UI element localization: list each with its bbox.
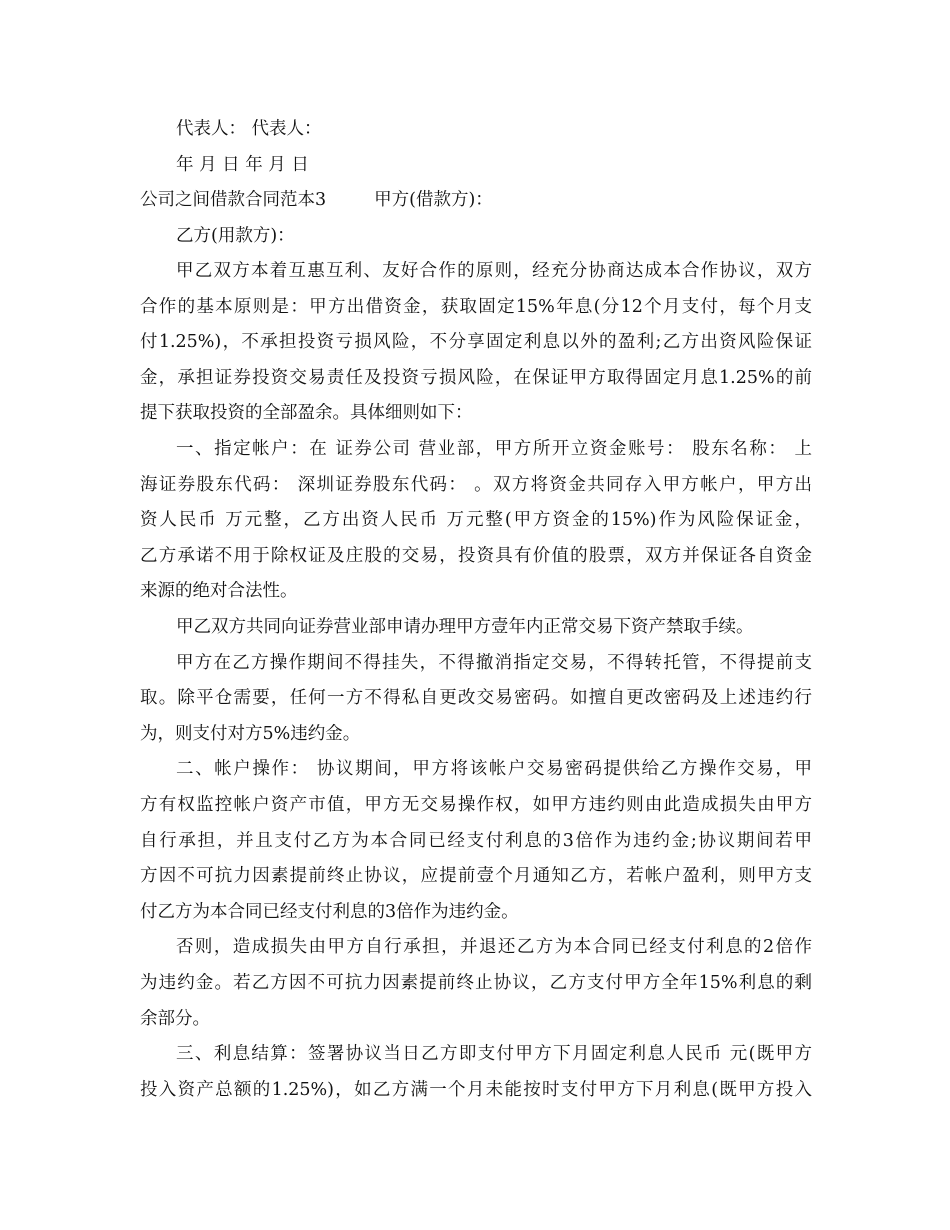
paragraph-line: 投入资产总额的1.25%)，如乙方满一个月未能按时支付甲方下月利息(既甲方投入: [140, 1080, 812, 1100]
paragraph-line: 提下获取投资的全部盈余。具体细则如下：: [140, 403, 473, 423]
paragraph-line: 余部分。: [140, 1009, 210, 1029]
signature-dates: 年 月 日 年 月 日: [176, 155, 309, 175]
paragraph-line: 甲方在乙方操作期间不得挂失，不得撤消指定交易，不得转托管，不得提前支: [176, 653, 812, 673]
party-a-label: 甲方(借款方)：: [374, 190, 493, 210]
paragraph-line: 方有权监控帐户资产市值，甲方无交易操作权，如甲方违约则由此造成损失由甲方: [140, 795, 812, 815]
paragraph-line: 来源的绝对合法性。: [140, 581, 298, 601]
paragraph-line: 取。除平仓需要，任何一方不得私自更改交易密码。如擅自更改密码及上述违约行: [140, 688, 812, 708]
document-title: 公司之间借款合同范本3: [140, 190, 327, 210]
paragraph-line: 付乙方为本合同已经支付利息的3倍作为违约金。: [140, 902, 519, 922]
paragraph-line: 否则，造成损失由甲方自行承担，并退还乙方为本合同已经支付利息的2倍作: [176, 937, 812, 957]
paragraph-line: 三、利息结算：签署协议当日乙方即支付甲方下月固定利息人民币 元(既甲方: [176, 1044, 812, 1064]
paragraph-line: 海证券股东代码： 深圳证券股东代码： 。双方将资金共同存入甲方帐户，甲方出: [140, 475, 812, 495]
paragraph-line: 合作的基本原则是：甲方出借资金，获取固定15%年息(分12个月支付，每个月支: [140, 297, 812, 317]
paragraph-line: 乙方承诺不用于除权证及庄股的交易，投资具有价值的股票，双方并保证各自资金: [140, 546, 812, 566]
paragraph-line: 甲乙双方共同向证券营业部申请办理甲方壹年内正常交易下资产禁取手续。: [176, 617, 754, 637]
paragraph-line: 二、帐户操作： 协议期间，甲方将该帐户交易密码提供给乙方操作交易，甲: [176, 759, 812, 779]
signature-representatives: 代表人： 代表人：: [176, 119, 322, 139]
paragraph-line: 金，承担证券投资交易责任及投资亏损风险，在保证甲方取得固定月息1.25%的前: [140, 368, 812, 388]
paragraph-line: 方因不可抗力因素提前终止协议，应提前壹个月通知乙方，若帐户盈利，则甲方支: [140, 866, 812, 886]
paragraph-line: 甲乙双方本着互惠互利、友好合作的原则，经充分协商达成本合作协议，双方: [176, 261, 812, 281]
paragraph-line: 一、指定帐户：在 证券公司 营业部，甲方所开立资金账号： 股东名称： 上: [176, 439, 812, 459]
paragraph-line: 付1.25%)，不承担投资亏损风险，不分享固定利息以外的盈利;乙方出资风险保证: [140, 332, 812, 352]
title-line: [140, 189, 812, 211]
paragraph-line: 为违约金。若乙方因不可抗力因素提前终止协议，乙方支付甲方全年15%利息的剩: [140, 973, 812, 993]
paragraph-line: 自行承担，并且支付乙方为本合同已经支付利息的3倍作为违约金;协议期间若甲: [140, 831, 812, 851]
paragraph-line: 为，则支付对方5%违约金。: [140, 724, 361, 744]
paragraph-line: 资人民币 万元整，乙方出资人民币 万元整(甲方资金的15%)作为风险保证金，: [140, 510, 812, 530]
party-b-label: 乙方(用款方)：: [176, 226, 295, 246]
